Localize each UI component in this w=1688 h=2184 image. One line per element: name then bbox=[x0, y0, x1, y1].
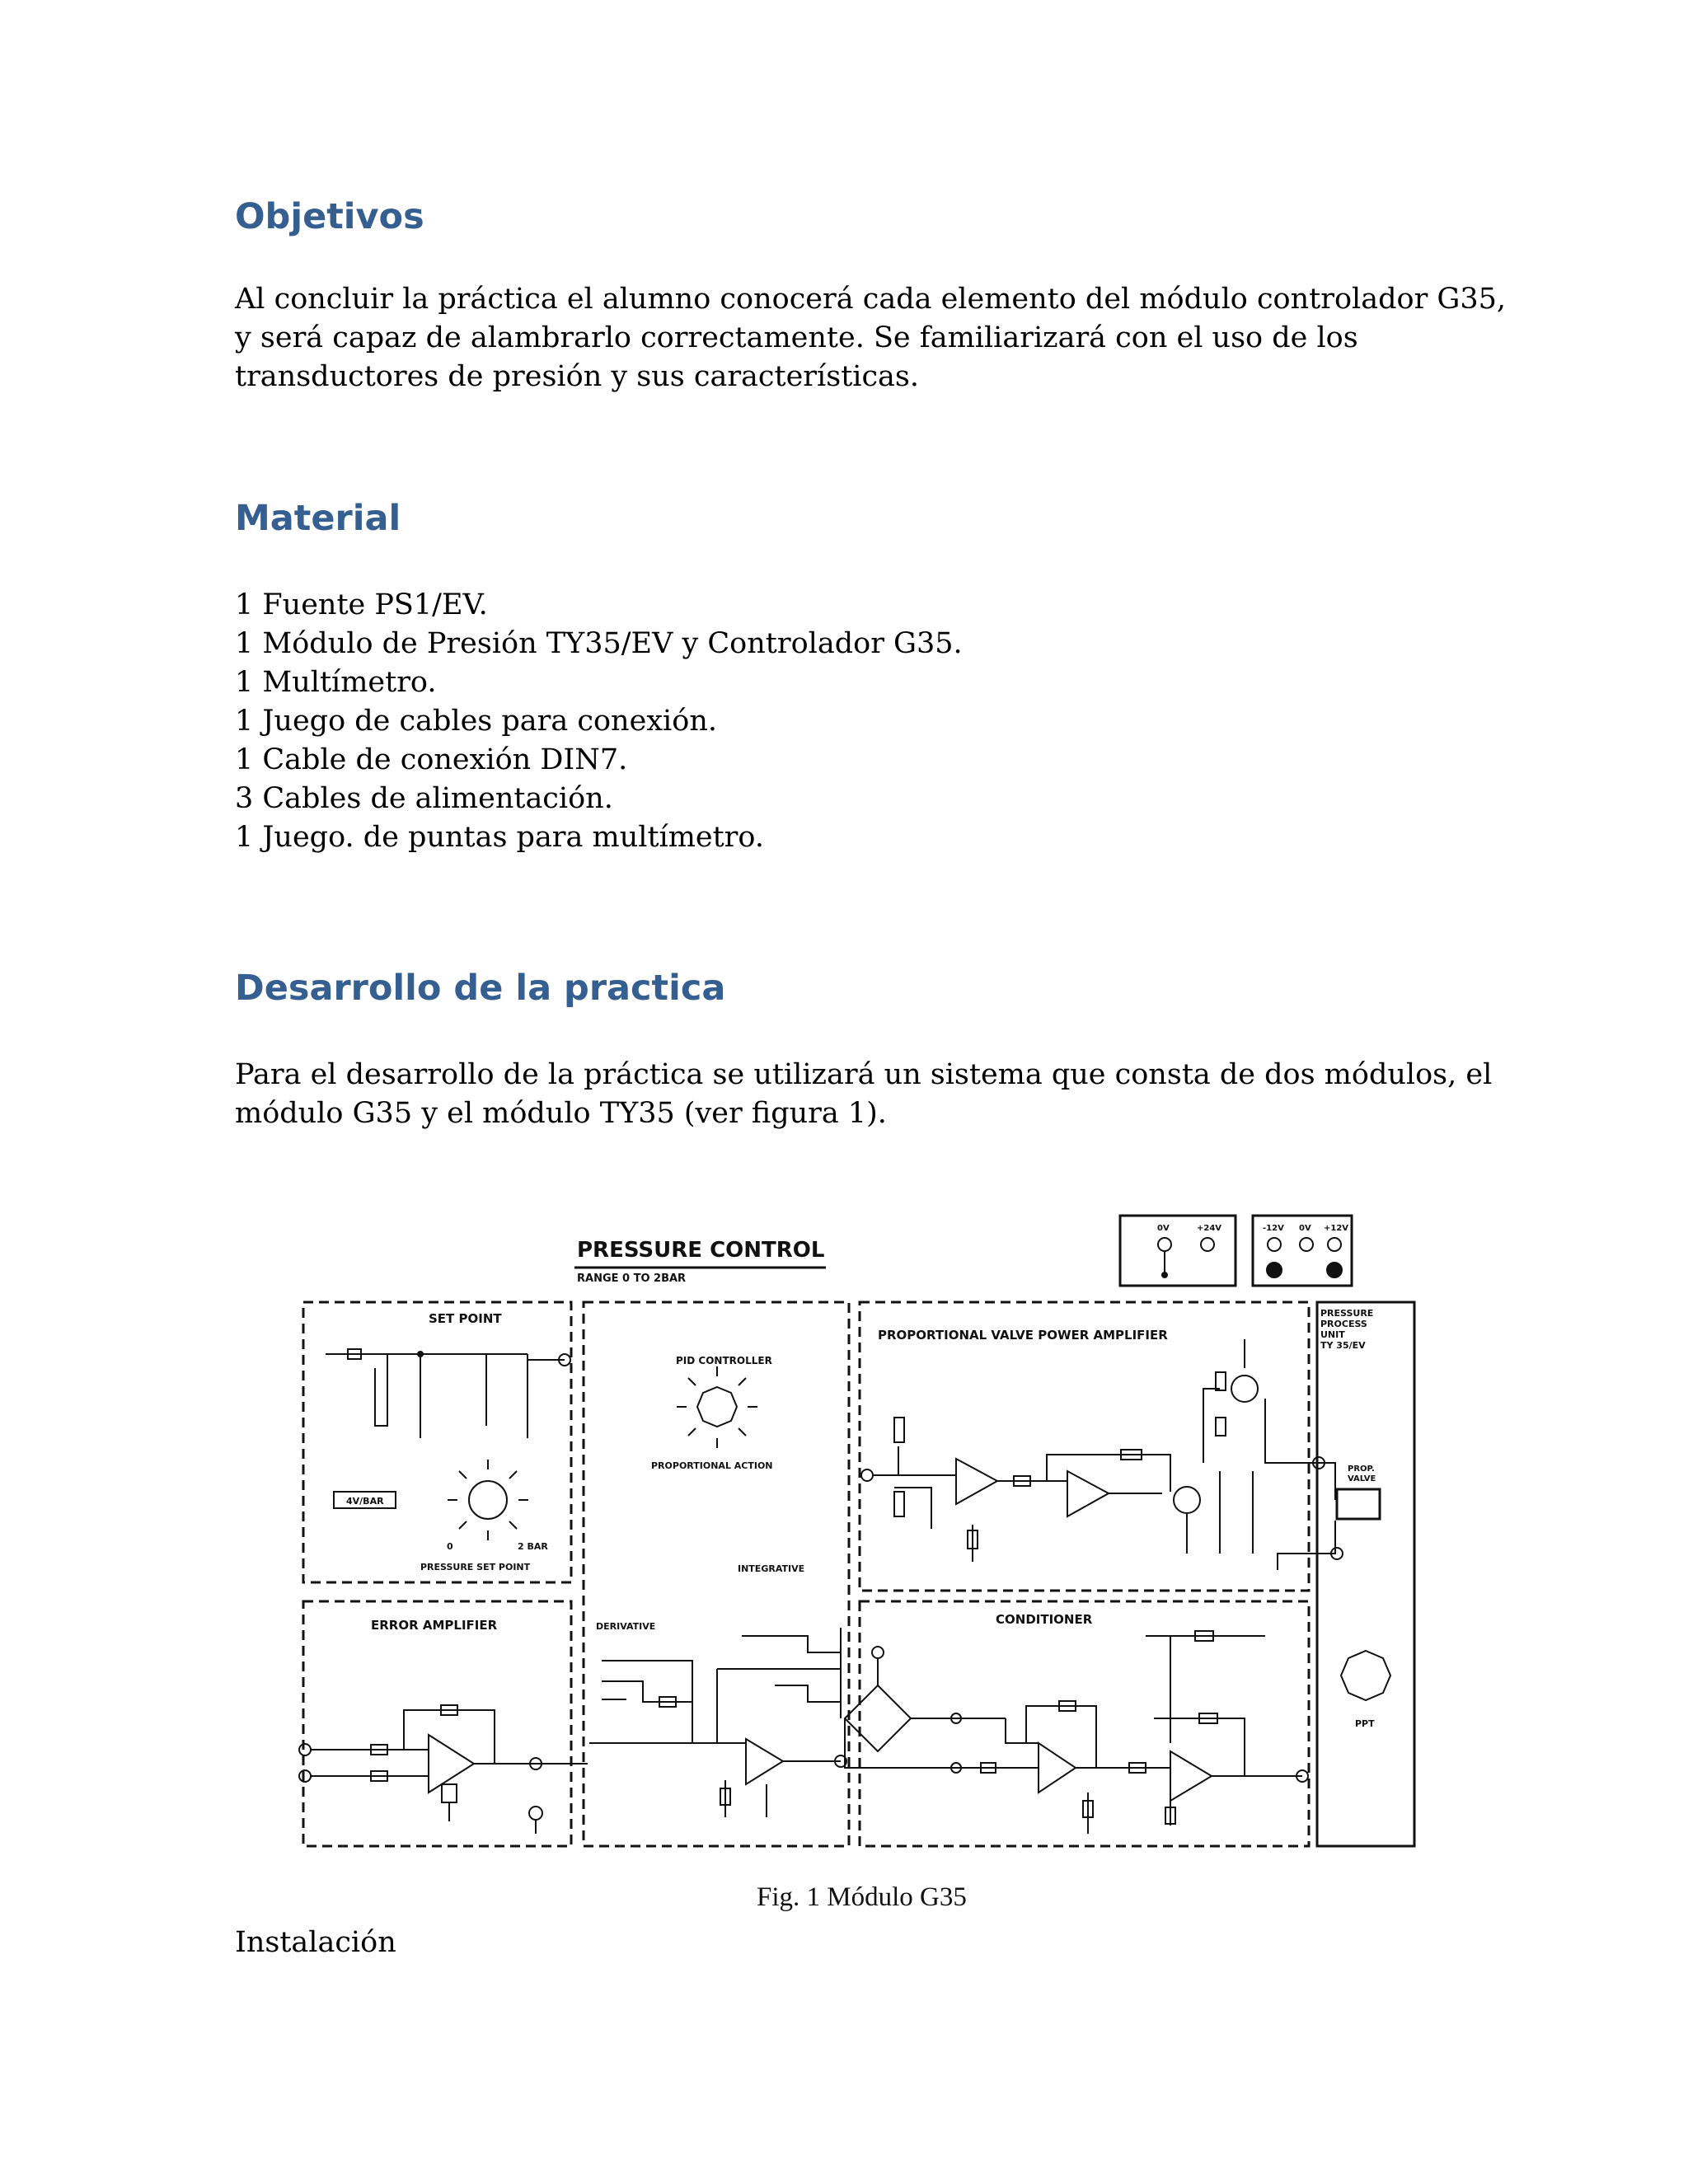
pid-dial-icon bbox=[697, 1387, 737, 1427]
opamp-icon bbox=[1170, 1751, 1212, 1801]
opamp-icon bbox=[956, 1459, 997, 1504]
prop-valve-label: VALVE bbox=[1348, 1474, 1376, 1483]
material-item: 1 Juego de cables para conexión. bbox=[235, 705, 717, 738]
terminal-icon bbox=[1158, 1238, 1171, 1251]
terminal-icon bbox=[1268, 1238, 1281, 1251]
material-item: 1 Módulo de Presión TY35/EV y Controlador G35. bbox=[235, 627, 963, 660]
prop-valve-label: PROP. bbox=[1348, 1465, 1375, 1474]
block-set-point bbox=[303, 1302, 571, 1582]
opamp-icon bbox=[1039, 1743, 1076, 1793]
label-integrative: INTEGRATIVE bbox=[738, 1563, 805, 1574]
supply-label: -12V bbox=[1263, 1224, 1284, 1233]
heading-material: Material bbox=[235, 498, 401, 539]
terminal-icon bbox=[1267, 1263, 1282, 1277]
terminal-icon bbox=[1201, 1238, 1214, 1251]
block-valve-amp bbox=[860, 1302, 1309, 1591]
material-item: 3 Cables de alimentación. bbox=[235, 782, 613, 815]
objetivos-line: y será capaz de alambrarlo correctamente. Se familiarizará con el uso de los bbox=[235, 321, 1358, 354]
material-item: 1 Juego. de puntas para multímetro. bbox=[235, 821, 764, 854]
opamp-icon bbox=[1067, 1471, 1109, 1516]
dial-min-label: 0 bbox=[447, 1541, 453, 1552]
ppt-icon bbox=[1341, 1651, 1390, 1700]
label-derivative: DERIVATIVE bbox=[596, 1621, 656, 1632]
heading-desarrollo: Desarrollo de la practica bbox=[235, 968, 726, 1009]
label-prop-action: PROPORTIONAL ACTION bbox=[651, 1460, 773, 1471]
terminal-icon bbox=[529, 1807, 542, 1820]
terminal-icon bbox=[861, 1469, 873, 1481]
ppt-label: PPT bbox=[1355, 1718, 1375, 1729]
label-conditioner: CONDITIONER bbox=[996, 1612, 1093, 1627]
subheading-instalacion bbox=[235, 1924, 1488, 1962]
label-error-amp: ERROR AMPLIFIER bbox=[371, 1618, 498, 1633]
process-unit-label: TY 35/EV bbox=[1320, 1340, 1366, 1351]
bridge-icon bbox=[845, 1685, 911, 1751]
material-item: 1 Cable de conexión DIN7. bbox=[235, 743, 628, 776]
opamp-icon bbox=[746, 1739, 783, 1784]
figure-g35-schematic bbox=[297, 1207, 1421, 1850]
label-set-point: SET POINT bbox=[429, 1311, 502, 1326]
terminal-icon bbox=[872, 1647, 884, 1658]
process-unit-label: PROCESS bbox=[1320, 1319, 1367, 1329]
terminal-icon bbox=[1327, 1263, 1342, 1277]
label-pid: PID CONTROLLER bbox=[676, 1355, 772, 1366]
figure-caption: Fig. 1 Módulo G35 bbox=[757, 1882, 967, 1912]
objetivos-line: transductores de presión y sus características. bbox=[235, 360, 920, 393]
label-valve-amp: PROPORTIONAL VALVE POWER AMPLIFIER bbox=[878, 1328, 1168, 1343]
transistor-icon bbox=[1174, 1487, 1200, 1513]
terminal-icon bbox=[299, 1770, 311, 1782]
material-item: 1 Fuente PS1/EV. bbox=[235, 588, 488, 621]
desarrollo-line: módulo G35 y el módulo TY35 (ver figura 1). bbox=[235, 1097, 887, 1130]
figure-subtitle: RANGE 0 TO 2BAR bbox=[577, 1272, 687, 1285]
process-unit-label: UNIT bbox=[1320, 1329, 1345, 1340]
terminal-icon bbox=[1300, 1238, 1313, 1251]
heading-objetivos: Objetivos bbox=[235, 196, 424, 237]
desarrollo-paragraph bbox=[235, 1056, 1493, 1133]
supply-label: +24V bbox=[1197, 1224, 1222, 1233]
material-item: 1 Multímetro. bbox=[235, 666, 437, 699]
terminal-icon bbox=[299, 1744, 311, 1755]
label-pressure-set-point: PRESSURE SET POINT bbox=[420, 1562, 531, 1572]
figure-title: PRESSURE CONTROL bbox=[577, 1238, 825, 1263]
prop-valve-icon bbox=[1337, 1489, 1380, 1519]
schematic-diagram bbox=[297, 1207, 1421, 1850]
process-unit-label: PRESSURE bbox=[1320, 1308, 1374, 1319]
dial-icon bbox=[469, 1481, 507, 1519]
label-volt-bar: 4V/BAR bbox=[346, 1496, 384, 1507]
instalacion-text: Instalación bbox=[235, 1926, 396, 1959]
material-list bbox=[235, 586, 1488, 857]
objetivos-line: Al concluir la práctica el alumno conocerá cada elemento del módulo controlador G35, bbox=[235, 283, 1507, 316]
objetivos-paragraph bbox=[235, 280, 1507, 396]
desarrollo-line: Para el desarrollo de la práctica se utilizará un sistema que consta de dos módulos, el bbox=[235, 1058, 1493, 1091]
block-pid bbox=[584, 1302, 849, 1846]
supply-label: +12V bbox=[1324, 1224, 1349, 1233]
supply-label: 0V bbox=[1299, 1224, 1311, 1233]
supply-label: 0V bbox=[1157, 1224, 1170, 1233]
transistor-icon bbox=[1231, 1376, 1258, 1402]
dial-max-label: 2 BAR bbox=[518, 1541, 548, 1552]
block-process-unit bbox=[1317, 1302, 1414, 1846]
terminal-icon bbox=[1328, 1238, 1341, 1251]
block-conditioner bbox=[860, 1601, 1309, 1846]
